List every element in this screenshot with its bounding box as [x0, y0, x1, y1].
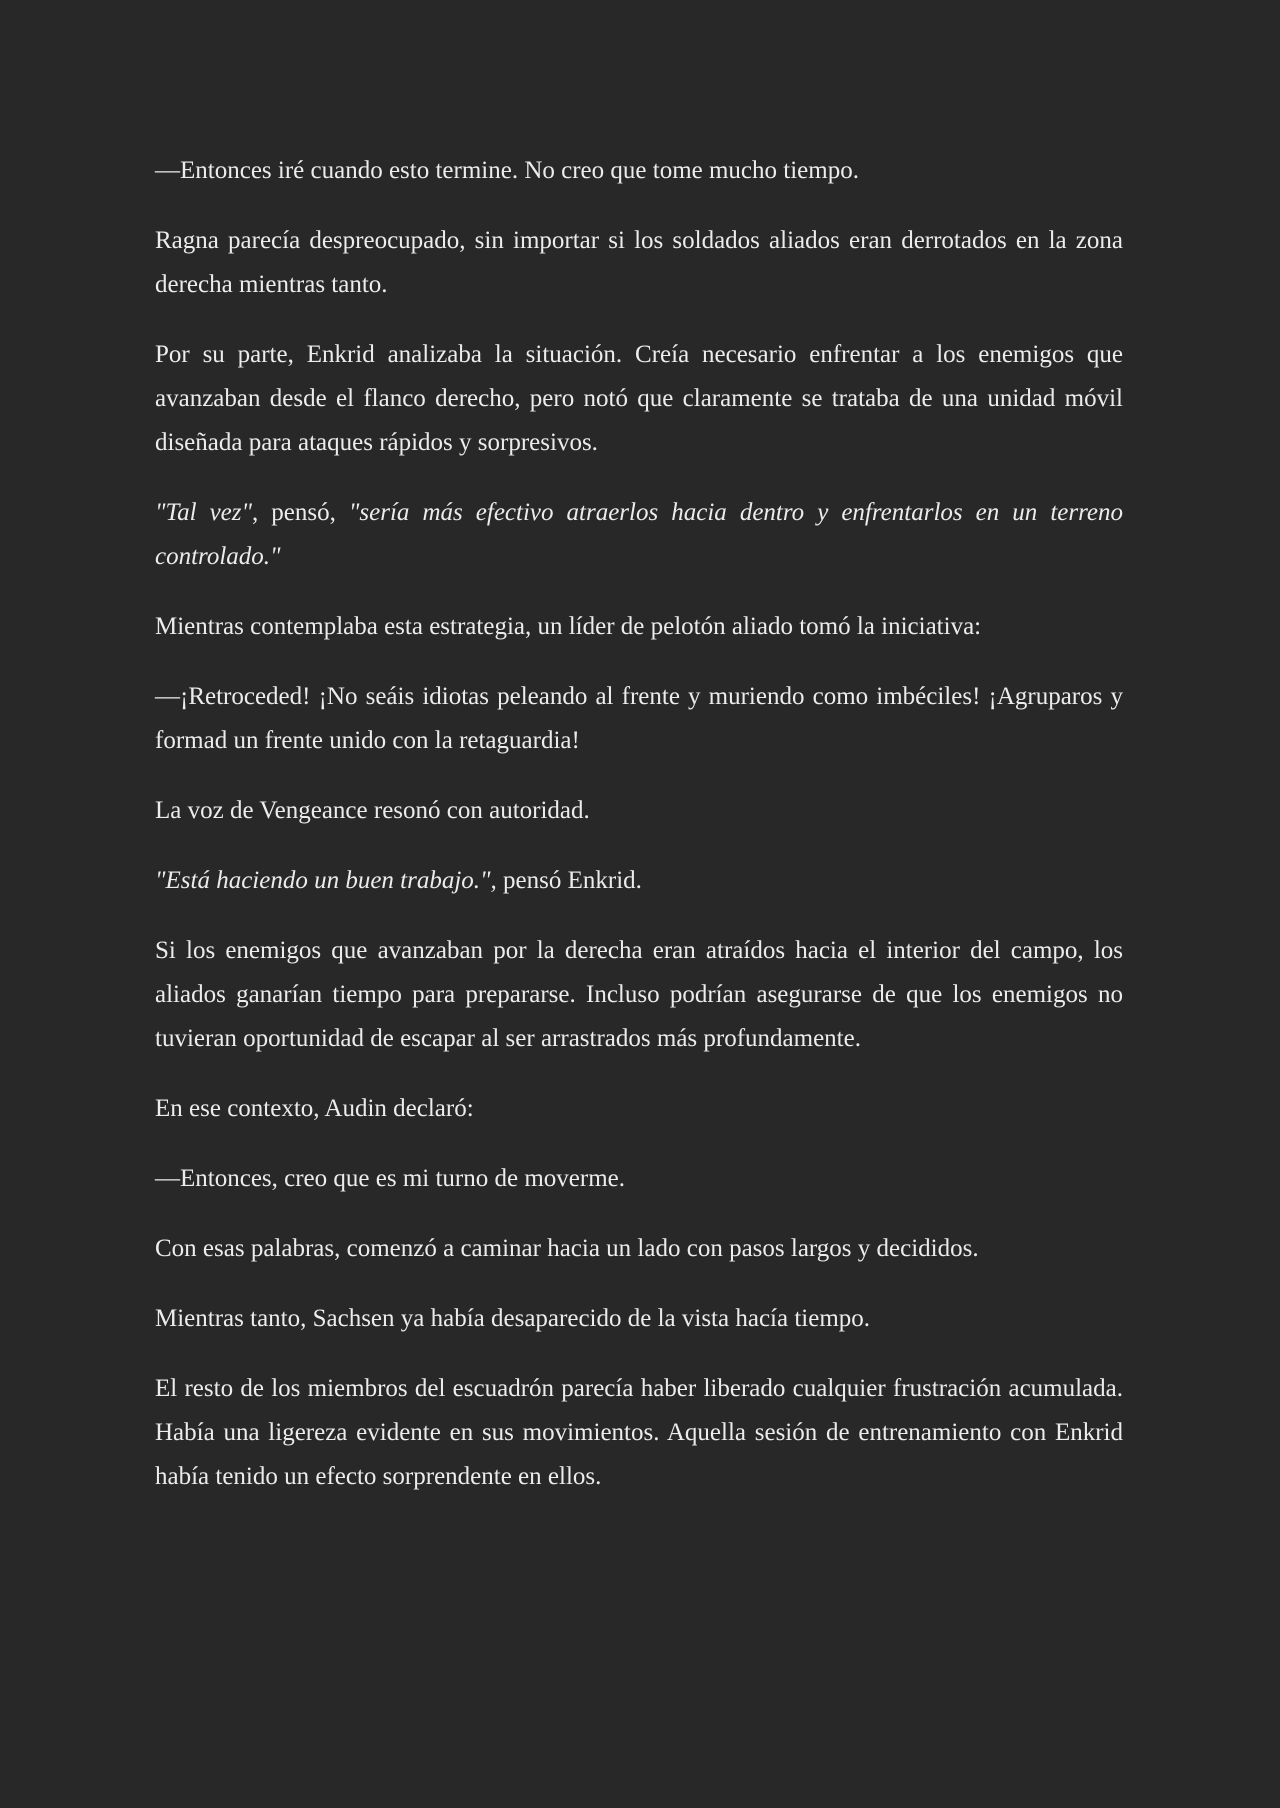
paragraph-11 [155, 1157, 1123, 1201]
paragraph-14-text: El resto de los miembros del escuadrón parecía haber liberado cualquier frustración acumulada. Había una ligereza evidente en sus movimientos. Aquella sesión de entrenamiento con Enkrid había tenido un efecto sorprendente en ellos. [155, 1375, 1123, 1490]
paragraph-4-italic-1: "Tal vez" [155, 499, 253, 526]
paragraph-3 [155, 333, 1123, 465]
paragraph-11-text: —Entonces, creo que es mi turno de moverme. [155, 1165, 625, 1192]
paragraph-8-text: pensó Enkrid. [496, 867, 642, 894]
paragraph-9-text: Si los enemigos que avanzaban por la derecha eran atraídos hacia el interior del campo, los aliados ganarían tiempo para prepararse. Incluso podrían asegurarse de que los enemigos no tuvieran oportunidad de escapar al ser arrastrados más profundamente. [155, 937, 1123, 1052]
paragraph-13 [155, 1297, 1123, 1341]
paragraph-8 [155, 859, 1123, 903]
paragraph-9 [155, 929, 1123, 1061]
paragraph-12 [155, 1227, 1123, 1271]
paragraph-4 [155, 491, 1123, 579]
paragraph-14 [155, 1367, 1123, 1499]
paragraph-5-text: Mientras contemplaba esta estrategia, un líder de pelotón aliado tomó la iniciativa: [155, 613, 982, 640]
paragraph-2 [155, 219, 1123, 307]
paragraph-13-text: Mientras tanto, Sachsen ya había desaparecido de la vista hacía tiempo. [155, 1305, 871, 1332]
paragraph-5 [155, 605, 1123, 649]
paragraph-10 [155, 1087, 1123, 1131]
paragraph-1-text: —Entonces iré cuando esto termine. No creo que tome mucho tiempo. [155, 157, 859, 184]
paragraph-2-text: Ragna parecía despreocupado, sin importar si los soldados aliados eran derrotados en la zona derecha mientras tanto. [155, 227, 1123, 298]
paragraph-8-italic: "Está haciendo un buen trabajo.", [155, 867, 497, 894]
reader-page [155, 149, 1123, 1525]
paragraph-10-text: En ese contexto, Audin declaró: [155, 1095, 474, 1122]
paragraph-6-text: —¡Retroceded! ¡No seáis idiotas peleando al frente y muriendo como imbéciles! ¡Agruparos y formad un frente unido con la retaguardia! [155, 683, 1123, 754]
paragraph-4-text: , pensó, [252, 499, 349, 526]
paragraph-4-italic-2: "sería más efectivo atraerlos hacia dentro y enfrentarlos en un terreno controlado." [155, 499, 1123, 570]
paragraph-7-text: La voz de Vengeance resonó con autoridad. [155, 797, 590, 824]
paragraph-6 [155, 675, 1123, 763]
paragraph-1 [155, 149, 1123, 193]
paragraph-12-text: Con esas palabras, comenzó a caminar hacia un lado con pasos largos y decididos. [155, 1235, 979, 1262]
paragraph-7 [155, 789, 1123, 833]
paragraph-3-text: Por su parte, Enkrid analizaba la situación. Creía necesario enfrentar a los enemigos que avanzaban desde el flanco derecho, pero notó que claramente se trataba de una unidad móvil diseñada para ataques rápidos y sorpresivos. [155, 341, 1123, 456]
